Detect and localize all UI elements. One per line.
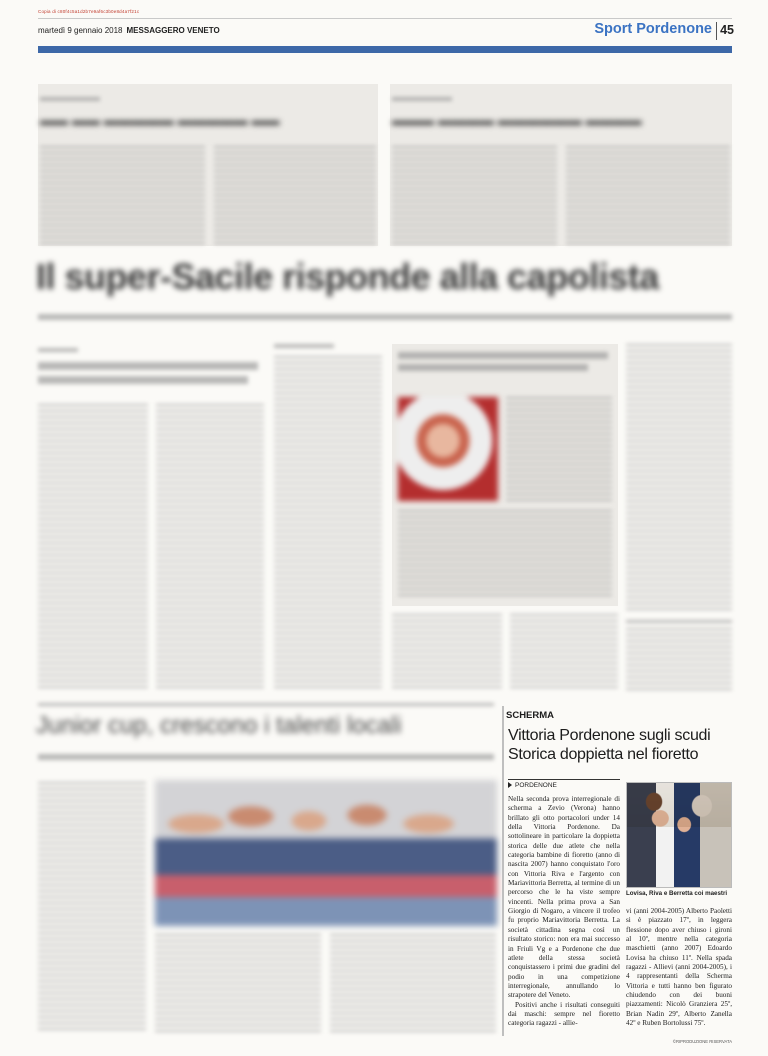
section-color-bar (38, 46, 732, 53)
article-paragraph: Nella seconda prova interregionale di scherma a Zevio (Verona) hanno brillato gli otto portacolori under 14 della Vittoria Pordenone. Da sottolineare in particolare la doppietta storica delle due atlete che nella categoria bambine di fioretto (anno di nascita 2007) hanno conquistato l'oro con Vittoria Riva e l'argento con Mariavittoria Berretta, al termine di un percorso che le ha viste sempre vincenti. Nella prima prova a San Giorgio di Nogaro, a vincere il trofeo fu proprio Mariavittoria Berretta. La società cittadina segna così un risultato storico: non era mai successo in Friuli Vg e a Pordenone che due atlete della stessa società conquistassero i primi due gradini del podio in una competizione interregionale, annullando lo strapotere del Veneto. (508, 795, 620, 1000)
blurred-subheadline (38, 754, 494, 760)
article-headline-line1: Vittoria Pordenone sugli scudi (508, 727, 711, 744)
section-title: Sport Pordenone (594, 21, 712, 37)
newspaper-name: MESSAGGERO VENETO (126, 26, 220, 35)
blurred-kicker (40, 97, 100, 101)
blurred-kicker (274, 344, 334, 348)
page-number: 45 (720, 23, 734, 37)
blurred-subheadline (38, 314, 732, 320)
blurred-headline (38, 362, 258, 370)
issue-date: martedì 9 gennaio 2018 (38, 26, 123, 35)
header-top-rule (38, 18, 732, 19)
blurred-text-column (626, 344, 732, 614)
blurred-text-column (40, 146, 205, 244)
article-kicker: SCHERMA (506, 710, 555, 721)
reproduction-notice: ©RIPRODUZIONE RISERVATA (672, 1039, 732, 1044)
article-left-rule (502, 706, 504, 1036)
article-photo (626, 782, 732, 888)
blurred-text-column (398, 510, 612, 600)
copyright-notice: Copia di c80f4c5a1d2b7e9af6c3b0e8d4a7f21c (38, 9, 140, 14)
blurred-text-column (38, 782, 146, 1032)
article-dateline (508, 779, 620, 789)
article-column-1 (508, 795, 620, 1029)
blurred-text-column (626, 628, 732, 690)
blurred-text-column (156, 404, 264, 690)
blurred-text-column (330, 934, 496, 1032)
blurred-main-headline: Il super-Sacile risponde alla capolista (36, 256, 659, 297)
article-headline-line2: Storica doppietta nel fioretto (508, 746, 699, 763)
article-paragraph: Positivi anche i risultati conseguiti dai maschi: sempre nel fioretto categoria ragazzi - allie- (508, 1000, 620, 1028)
blurred-text-column (392, 146, 557, 244)
blurred-text-column (274, 356, 382, 690)
blurred-text-column (38, 404, 148, 690)
blurred-text-column (566, 146, 730, 244)
triangle-icon (508, 782, 512, 788)
blurred-box-headline (398, 352, 608, 359)
blurred-headline: ▬▬ ▬▬ ▬▬▬▬▬ ▬▬▬▬▬ ▬▬ (40, 112, 280, 128)
blurred-rule (38, 703, 494, 706)
dateline-place: PORDENONE (515, 782, 557, 789)
blurred-headline: ▬▬▬ ▬▬▬▬ ▬▬▬▬▬▬ ▬▬▬▬ (392, 112, 642, 128)
blurred-kicker (38, 348, 78, 352)
blurred-box-headline (398, 364, 588, 371)
article-column-2 (626, 907, 732, 1028)
photo-caption: Lovisa, Riva e Berretta coi maestri (626, 890, 728, 897)
blurred-text-column (510, 614, 618, 690)
blurred-bottom-headline: Junior cup, crescono i talenti locali (36, 712, 402, 739)
blurred-rule (626, 620, 732, 623)
blurred-text-column (392, 614, 502, 690)
blurred-kicker (392, 97, 452, 101)
blurred-text-column (506, 397, 612, 501)
blurred-text-column (214, 146, 376, 244)
dateline-header (38, 26, 220, 35)
article-paragraph: vi (anni 2004-2005) Alberto Paoletti si è piazzato 17º, in leggera flessione dopo aver chiuso i gironi al 10º, mentre nella categoria maschietti (anno 2007) Edoardo Lovisa ha chiuso 11º. Nella spada ragazzi - Allievi (anni 2004-2005), i 4 rappresentanti della Scherma Vittoria e tutti hanno ben figurato chiudendo con dei buoni piazzamenti: Nicolò Granziera 25º, Brian Nadin 29º, Alberto Zanella 42º e Ruben Bortolussi 75º. (626, 907, 732, 1028)
blurred-group-photo (155, 780, 497, 926)
blurred-photo (398, 397, 498, 501)
section-separator (716, 22, 717, 40)
blurred-text-column (155, 934, 321, 1032)
blurred-headline (38, 376, 248, 384)
